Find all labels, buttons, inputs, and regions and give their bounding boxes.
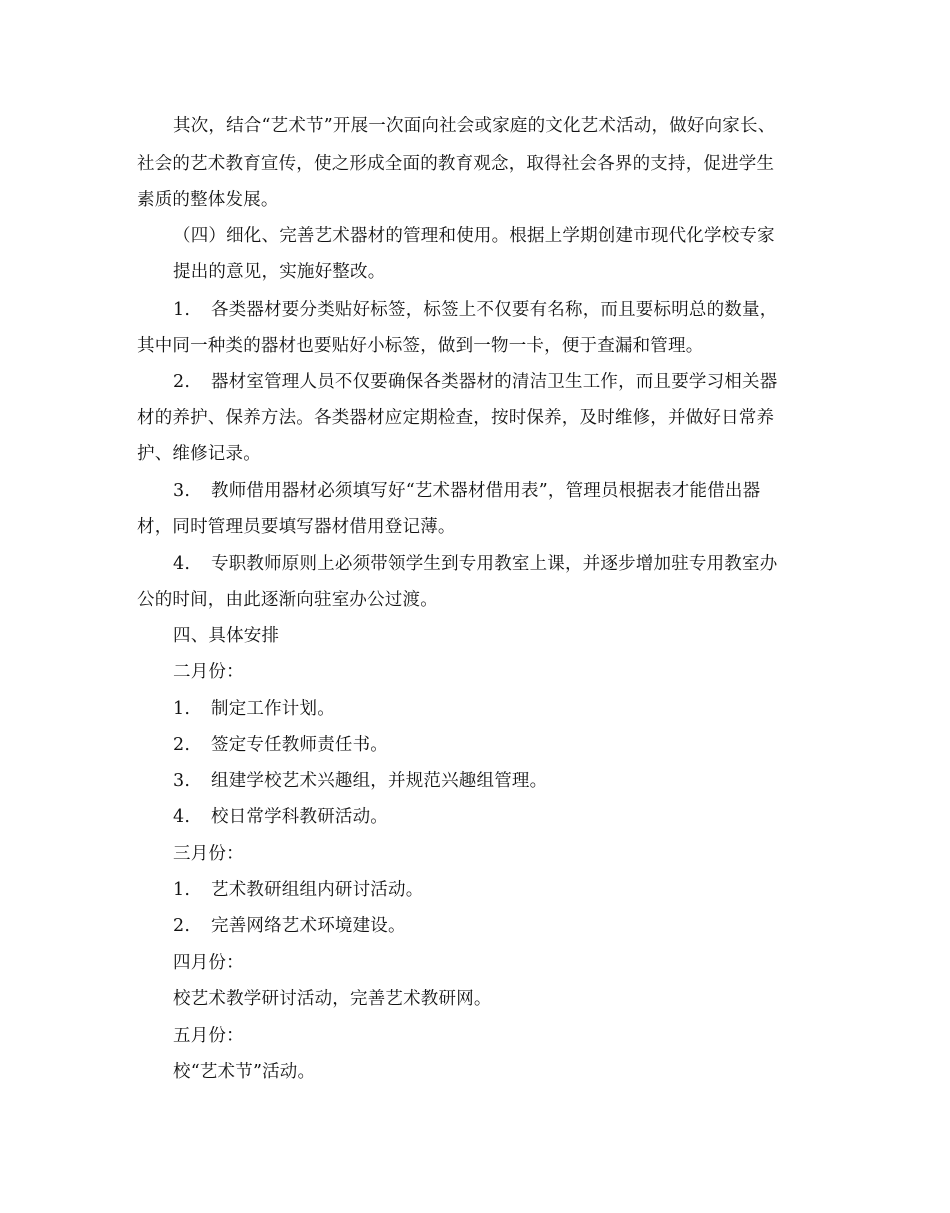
section-heading: 四、具体安排 (173, 626, 280, 646)
list-item-text: 专职教师原则上必须带领学生到专用教室上课，并逐步增加驻专用教室办 (211, 554, 778, 574)
paragraph-line: 其中同一种类的器材也要贴好小标签，做到一物一卡，便于查漏和管理。 (137, 336, 704, 356)
list-item-text: 校日常学科教研活动。 (211, 807, 388, 827)
section-heading-line: （四）细化、完善艺术器材的管理和使用。根据上学期创建市现代化学校专家 (173, 226, 775, 246)
list-number: 3. (173, 771, 191, 791)
list-item (0, 370, 950, 394)
list-number: 4. (173, 554, 191, 574)
list-number: 2. (173, 372, 191, 392)
list-number: 1. (173, 300, 191, 320)
list-item-text: 制定工作计划。 (211, 699, 335, 719)
paragraph-line: 其次，结合“艺术节”开展一次面向社会或家庭的文化艺术活动，做好向家长、 (173, 116, 776, 136)
paragraph-line: 社会的艺术教育宣传，使之形成全面的教育观念，取得社会各界的支持，促进学生 (137, 154, 775, 174)
paragraph-line: 材，同时管理员要填写器材借用登记薄。 (137, 517, 456, 537)
list-item (0, 697, 950, 721)
list-item-text: 各类器材要分类贴好标签，标签上不仅要有名称，而且要标明总的数量， (211, 300, 778, 320)
list-item-text: 教师借用器材必须填写好“艺术器材借用表”，管理员根据表才能借出器 (211, 481, 761, 501)
list-number: 2. (173, 916, 191, 936)
month-heading: 四月份： (173, 953, 244, 973)
list-item (0, 552, 950, 576)
list-item (0, 733, 950, 757)
list-number: 2. (173, 735, 191, 755)
list-item-text: 组建学校艺术兴趣组，并规范兴趣组管理。 (211, 771, 548, 791)
month-heading: 五月份： (173, 1026, 244, 1046)
list-number: 3. (173, 481, 191, 501)
paragraph-line: 提出的意见，实施好整改。 (173, 262, 386, 282)
list-item (0, 479, 950, 503)
paragraph-line: 公的时间，由此逐渐向驻室办公过渡。 (137, 590, 438, 610)
paragraph-line: 护、维修记录。 (137, 444, 261, 464)
list-number: 1. (173, 880, 191, 900)
list-item (0, 914, 950, 938)
paragraph-line: 材的养护、保养方法。各类器材应定期检查，按时保养，及时维修，并做好日常养 (137, 408, 775, 428)
paragraph-line: 校“艺术节”活动。 (173, 1062, 316, 1082)
list-item (0, 805, 950, 829)
month-heading: 三月份： (173, 844, 244, 864)
list-item-text: 签定专任教师责任书。 (211, 735, 388, 755)
paragraph-line: 素质的整体发展。 (137, 190, 279, 210)
list-item (0, 298, 950, 322)
month-heading: 二月份： (173, 662, 244, 682)
list-item (0, 769, 950, 793)
list-item (0, 878, 950, 902)
list-number: 4. (173, 807, 191, 827)
list-item-text: 艺术教研组组内研讨活动。 (211, 880, 424, 900)
list-number: 1. (173, 699, 191, 719)
list-item-text: 器材室管理人员不仅要确保各类器材的清洁卫生工作，而且要学习相关器 (211, 372, 778, 392)
list-item-text: 完善网络艺术环境建设。 (211, 916, 406, 936)
paragraph-line: 校艺术教学研讨活动，完善艺术教研网。 (173, 989, 492, 1009)
